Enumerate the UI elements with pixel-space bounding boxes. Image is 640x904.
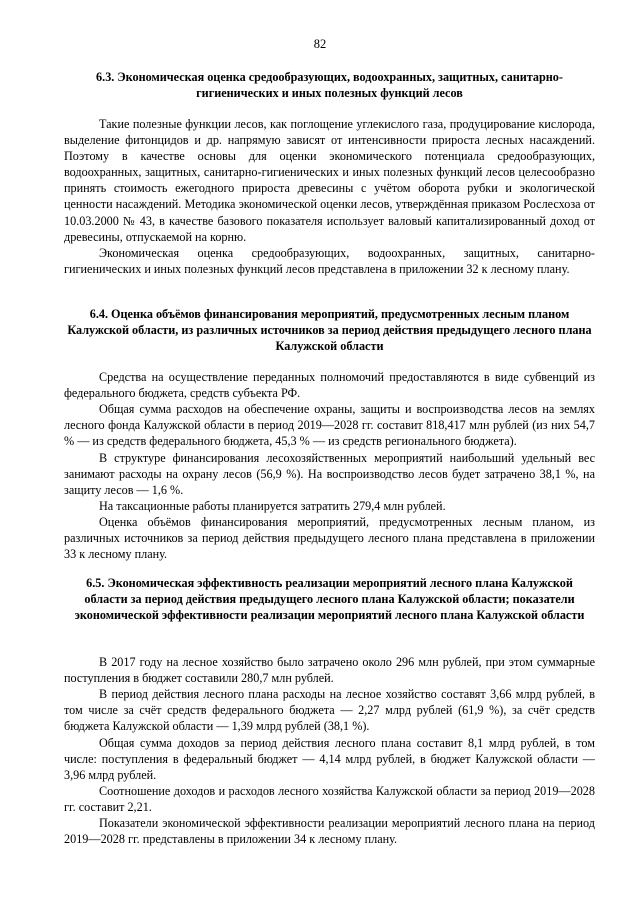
page-number: 82 [313,37,327,51]
section-heading-6-3: 6.3. Экономическая оценка средообразующих, водоохранных, защитных, санитарно-гигиенических и иных полезных функций лесов [96,70,563,100]
paragraph: Показатели экономической эффективности реализации мероприятий лесного плана на период 2019—2028 гг. представлены в приложении 34 к лесному плану. [64,816,595,847]
paragraph: В 2017 году на лесное хозяйство было затрачено около 296 млн рублей, при этом суммарные поступления в бюджет составили 280,7 млн рублей. [64,655,595,686]
paragraph: Средства на осуществление переданных полномочий предоставляются в виде субвенций из федерального бюджета, средств субъекта РФ. [64,370,595,401]
paragraph: Общая сумма доходов за период действия лесного плана составит 8,1 млрд рублей, в том числе: поступления в федеральный бюджет — 4,14 млрд рублей, в бюджет Калужской области — 3,96 млрд рублей. [64,736,595,783]
paragraph: В период действия лесного плана расходы на лесное хозяйство составят 3,66 млрд рублей, в том числе за счёт средств федерального бюджета — 2,27 млрд рублей (61,9 %), за счёт средств бюджета Калужской области — 1,39 млрд рублей (38,1 %). [64,687,595,734]
paragraph: Экономическая оценка средообразующих, водоохранных, защитных, санитарно-гигиенических и иных полезных функций лесов представлена в приложении 32 к лесному плану. [64,246,595,277]
paragraph: Такие полезные функции лесов, как поглощение углекислого газа, продуцирование кислорода, выделение фитонцидов и др. напрямую зависят от интенсивности прироста лесных насаждений. Поэтому в качестве основы для оценки экономического потенциала средообразующих, водоохранных, защитных, санитарно-гигиенических и иных полезных функций лесов целесообразно принять стоимость ежегодного прироста древесины с учётом оборота рубки и экологической ценности насаждений. Методика экономической оценки лесов, утверждённая приказом Рослесхоза от 10.03.2000 № 43, в качестве базового показателя использует валовый капитализированный доход от древесины, отпускаемой на корню. [64,117,595,244]
section-heading-6-4: 6.4. Оценка объёмов финансирования мероприятий, предусмотренных лесным планом Калужской области, из различных источников за период действия предыдущего лесного плана Калужской области [67,307,592,353]
paragraph: Соотношение доходов и расходов лесного хозяйства Калужской области за период 2019—2028 гг. составит 2,21. [64,784,595,815]
paragraph: Общая сумма расходов на обеспечение охраны, защиты и воспроизводства лесов на землях лесного фонда Калужской области в период 2019—2028 гг. составит 818,417 млн рублей (из них 54,7 % — из средств федерального бюджета, 45,3 % — из средств регионального бюджета). [64,402,595,449]
paragraph: Оценка объёмов финансирования мероприятий, предусмотренных лесным планом, из различных источников за период действия предыдущего лесного плана представлена в приложении 33 к лесному плану. [64,515,595,562]
paragraph: На таксационные работы планируется затратить 279,4 млн рублей. [99,499,446,513]
paragraph: В структуре финансирования лесохозяйственных мероприятий наибольший удельный вес занимают расходы на охрану лесов (56,9 %). На воспроизводство лесов будет затрачено 38,1 %, на защиту лесов — 1,6 %. [64,451,595,498]
section-heading-6-5: 6.5. Экономическая эффективность реализации мероприятий лесного плана Калужской области за период действия предыдущего лесного плана Калужской области; показатели экономической эффективности реализации мероприятий лесного плана Калужской области [74,576,585,622]
